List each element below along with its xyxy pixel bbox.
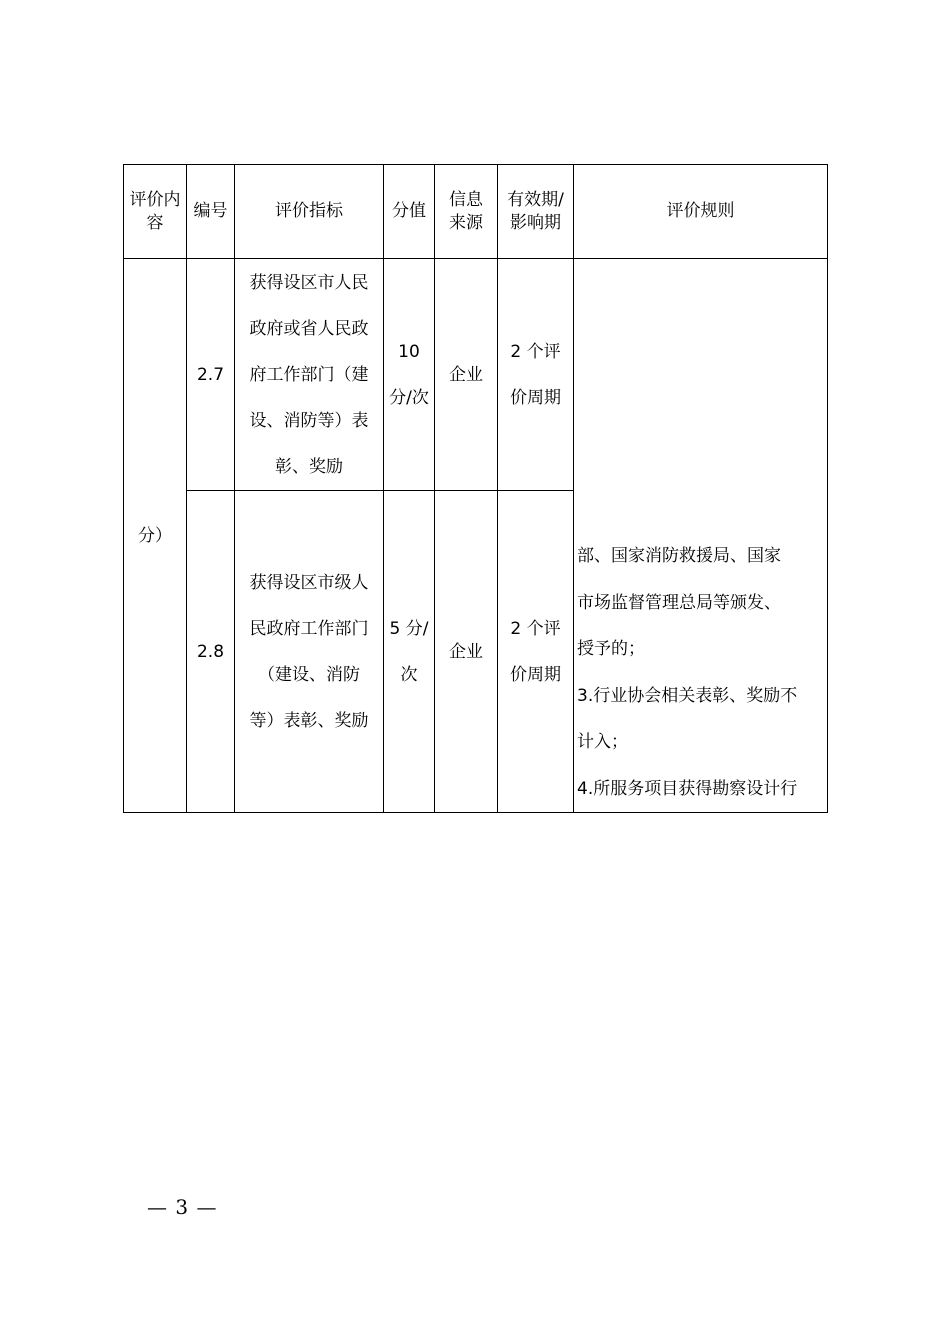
period-cell: 2 个评 价周期 [498, 491, 574, 813]
header-score: 分值 [384, 165, 435, 259]
header-rules: 评价规则 [574, 165, 828, 259]
header-indicator: 评价指标 [235, 165, 384, 259]
header-period: 有效期/ 影响期 [498, 165, 574, 259]
source-cell: 企业 [435, 259, 498, 491]
rules-cell: 部、国家消防救援局、国家 市场监督管理总局等颁发、 授予的； 3.行业协会相关表彰、奖励不 计入； 4.所服务项目获得勘察设计行 [574, 259, 828, 813]
content-cell: 分） [124, 259, 187, 813]
table-row [124, 259, 828, 491]
evaluation-table [123, 164, 828, 813]
number-cell: 2.8 [187, 491, 235, 813]
header-content: 评价内 容 [124, 165, 187, 259]
table-header-row [124, 165, 828, 259]
source-cell: 企业 [435, 491, 498, 813]
header-source: 信息 来源 [435, 165, 498, 259]
score-cell: 5 分/ 次 [384, 491, 435, 813]
period-cell: 2 个评 价周期 [498, 259, 574, 491]
number-cell: 2.7 [187, 259, 235, 491]
page-number: — 3 — [147, 1195, 218, 1219]
indicator-cell: 获得设区市级人 民政府工作部门 （建设、消防 等）表彰、奖励 [235, 491, 384, 813]
header-number: 编号 [187, 165, 235, 259]
indicator-cell: 获得设区市人民 政府或省人民政 府工作部门（建 设、消防等）表 彰、奖励 [235, 259, 384, 491]
score-cell: 10 分/次 [384, 259, 435, 491]
